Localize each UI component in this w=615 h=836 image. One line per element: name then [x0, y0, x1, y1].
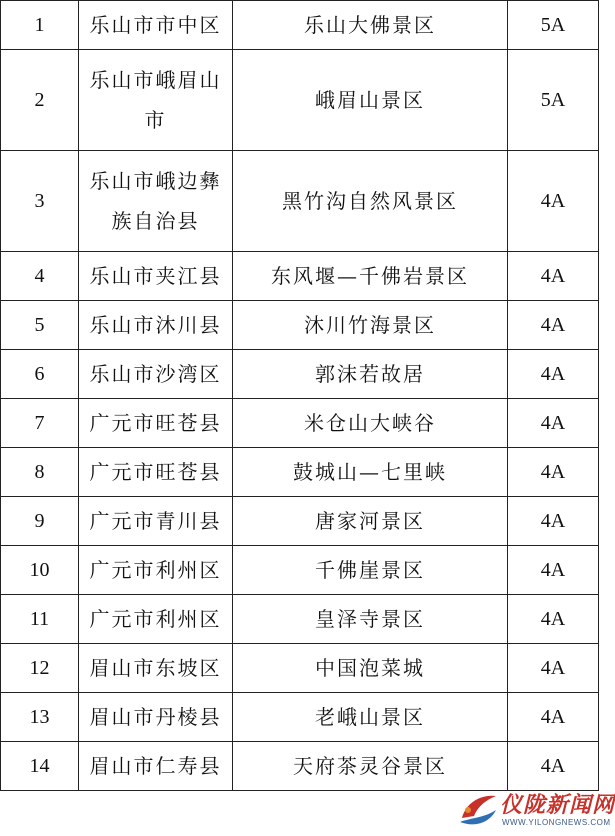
row-scenic-name: 乐山大佛景区 — [233, 1, 508, 50]
row-grade: 5A — [508, 50, 599, 151]
row-location: 广元市旺苍县 — [79, 399, 233, 448]
row-number: 2 — [1, 50, 79, 151]
row-scenic-name: 黑竹沟自然风景区 — [233, 151, 508, 252]
row-location: 广元市青川县 — [79, 497, 233, 546]
row-location: 乐山市峨边彝族自治县 — [79, 151, 233, 252]
row-scenic-name: 唐家河景区 — [233, 497, 508, 546]
row-number: 5 — [1, 301, 79, 350]
row-scenic-name: 老峨山景区 — [233, 693, 508, 742]
table-row — [1, 448, 599, 497]
row-number: 14 — [1, 742, 79, 791]
table-row — [1, 350, 599, 399]
row-location: 广元市利州区 — [79, 595, 233, 644]
row-location: 乐山市夹江县 — [79, 252, 233, 301]
row-number: 12 — [1, 644, 79, 693]
row-grade: 4A — [508, 448, 599, 497]
table-row — [1, 546, 599, 595]
table-row — [1, 1, 599, 50]
row-scenic-name: 沐川竹海景区 — [233, 301, 508, 350]
row-location: 眉山市仁寿县 — [79, 742, 233, 791]
row-location: 乐山市峨眉山市 — [79, 50, 233, 151]
row-location: 乐山市沙湾区 — [79, 350, 233, 399]
row-grade: 4A — [508, 742, 599, 791]
row-grade: 4A — [508, 252, 599, 301]
row-number: 3 — [1, 151, 79, 252]
table-row — [1, 693, 599, 742]
table-row — [1, 252, 599, 301]
table-row — [1, 399, 599, 448]
row-grade: 4A — [508, 350, 599, 399]
row-number: 9 — [1, 497, 79, 546]
table-row — [1, 301, 599, 350]
site-logo-icon — [456, 788, 500, 830]
row-grade: 4A — [508, 546, 599, 595]
row-scenic-name: 峨眉山景区 — [233, 50, 508, 151]
row-scenic-name: 鼓城山—七里峡 — [233, 448, 508, 497]
table-row — [1, 151, 599, 252]
row-number: 10 — [1, 546, 79, 595]
row-grade: 4A — [508, 151, 599, 252]
row-scenic-name: 天府茶灵谷景区 — [233, 742, 508, 791]
row-grade: 4A — [508, 644, 599, 693]
row-number: 8 — [1, 448, 79, 497]
row-location: 乐山市市中区 — [79, 1, 233, 50]
row-grade: 4A — [508, 595, 599, 644]
row-scenic-name: 郭沫若故居 — [233, 350, 508, 399]
row-scenic-name: 皇泽寺景区 — [233, 595, 508, 644]
row-grade: 4A — [508, 693, 599, 742]
row-scenic-name: 东风堰—千佛岩景区 — [233, 252, 508, 301]
row-number: 4 — [1, 252, 79, 301]
row-scenic-name: 米仓山大峡谷 — [233, 399, 508, 448]
row-location: 眉山市东坡区 — [79, 644, 233, 693]
table-row — [1, 742, 599, 791]
table-row — [1, 497, 599, 546]
table-row — [1, 50, 599, 151]
row-number: 11 — [1, 595, 79, 644]
row-number: 13 — [1, 693, 79, 742]
row-location: 眉山市丹棱县 — [79, 693, 233, 742]
watermark-url: WWW.YILONGNEWS.COM — [502, 818, 611, 827]
row-grade: 5A — [508, 1, 599, 50]
watermark-brand: 仪陇新闻网 — [500, 792, 615, 818]
row-location: 广元市旺苍县 — [79, 448, 233, 497]
row-grade: 4A — [508, 497, 599, 546]
row-location: 广元市利州区 — [79, 546, 233, 595]
row-scenic-name: 中国泡菜城 — [233, 644, 508, 693]
row-number: 6 — [1, 350, 79, 399]
table-row — [1, 644, 599, 693]
table-row — [1, 595, 599, 644]
row-grade: 4A — [508, 399, 599, 448]
row-number: 1 — [1, 1, 79, 50]
row-scenic-name: 千佛崖景区 — [233, 546, 508, 595]
row-location: 乐山市沐川县 — [79, 301, 233, 350]
site-watermark — [456, 786, 615, 832]
row-grade: 4A — [508, 301, 599, 350]
row-number: 7 — [1, 399, 79, 448]
